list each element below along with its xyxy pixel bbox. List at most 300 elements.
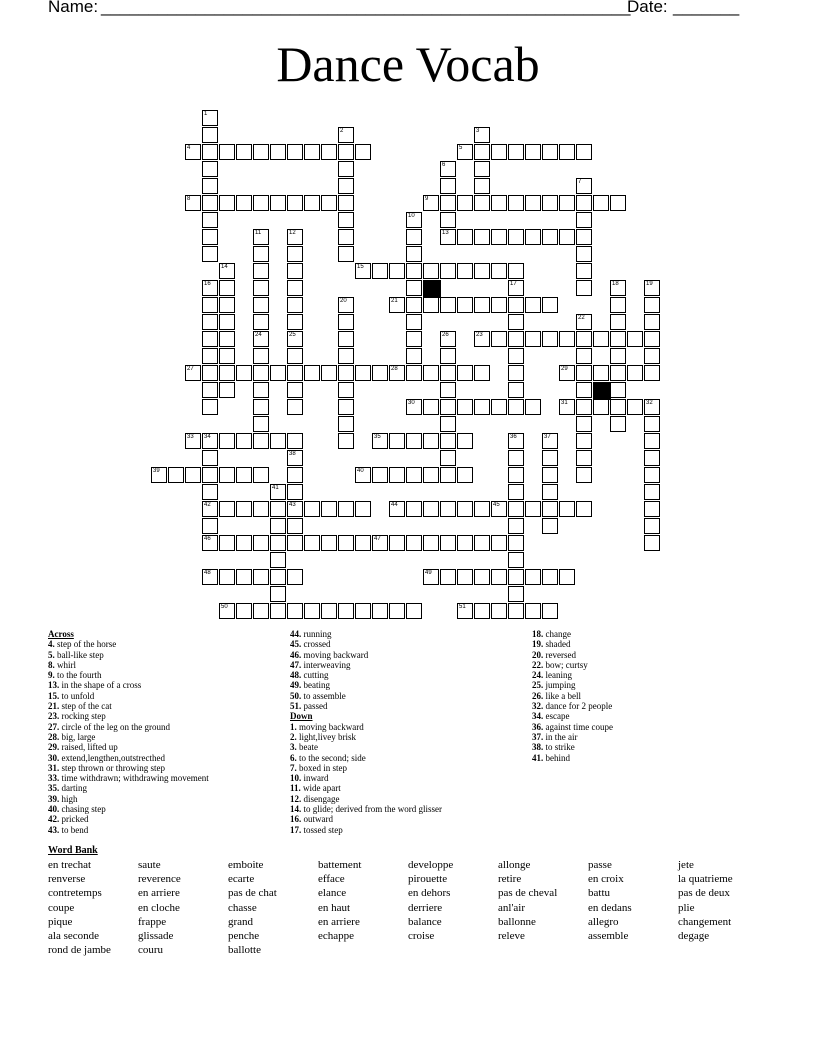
crossword-cell[interactable] xyxy=(338,178,354,194)
crossword-cell[interactable] xyxy=(559,195,575,211)
crossword-cell[interactable] xyxy=(236,144,252,160)
crossword-cell[interactable] xyxy=(440,161,456,177)
crossword-cell[interactable] xyxy=(525,297,541,313)
crossword-cell[interactable] xyxy=(474,501,490,517)
crossword-cell[interactable] xyxy=(508,195,524,211)
crossword-cell[interactable] xyxy=(440,195,456,211)
crossword-cell[interactable] xyxy=(338,144,354,160)
crossword-cell[interactable] xyxy=(287,535,303,551)
crossword-cell[interactable] xyxy=(457,144,473,160)
crossword-cell[interactable] xyxy=(406,399,422,415)
crossword-cell[interactable] xyxy=(219,195,235,211)
crossword-cell[interactable] xyxy=(406,365,422,381)
crossword-cell[interactable] xyxy=(576,263,592,279)
crossword-cell[interactable] xyxy=(372,603,388,619)
crossword-cell[interactable] xyxy=(202,331,218,347)
crossword-cell[interactable] xyxy=(576,144,592,160)
crossword-cell[interactable] xyxy=(406,603,422,619)
crossword-cell[interactable] xyxy=(525,195,541,211)
crossword-cell[interactable] xyxy=(321,365,337,381)
crossword-cell[interactable] xyxy=(372,467,388,483)
crossword-cell[interactable] xyxy=(338,212,354,228)
crossword-cell[interactable] xyxy=(270,518,286,534)
crossword-cell[interactable] xyxy=(321,535,337,551)
crossword-cell[interactable] xyxy=(287,365,303,381)
crossword-cell[interactable] xyxy=(508,382,524,398)
crossword-cell[interactable] xyxy=(474,195,490,211)
crossword-cell[interactable] xyxy=(576,229,592,245)
crossword-cell[interactable] xyxy=(610,195,626,211)
crossword-cell[interactable] xyxy=(491,144,507,160)
crossword-cell[interactable] xyxy=(253,365,269,381)
crossword-cell[interactable] xyxy=(253,144,269,160)
crossword-cell[interactable] xyxy=(253,569,269,585)
crossword-cell[interactable] xyxy=(304,365,320,381)
crossword-cell[interactable] xyxy=(440,331,456,347)
crossword-cell[interactable] xyxy=(270,365,286,381)
crossword-cell[interactable] xyxy=(202,501,218,517)
crossword-cell[interactable] xyxy=(559,569,575,585)
crossword-cell[interactable] xyxy=(185,195,201,211)
crossword-cell[interactable] xyxy=(202,518,218,534)
crossword-cell[interactable] xyxy=(287,467,303,483)
crossword-cell[interactable] xyxy=(627,365,643,381)
crossword-cell[interactable] xyxy=(508,399,524,415)
crossword-cell[interactable] xyxy=(253,331,269,347)
crossword-cell[interactable] xyxy=(593,331,609,347)
crossword-cell[interactable] xyxy=(457,195,473,211)
crossword-cell[interactable] xyxy=(457,263,473,279)
crossword-cell[interactable] xyxy=(219,144,235,160)
crossword-cell[interactable] xyxy=(440,569,456,585)
crossword-cell[interactable] xyxy=(338,297,354,313)
crossword-cell[interactable] xyxy=(508,229,524,245)
crossword-cell[interactable] xyxy=(270,433,286,449)
crossword-cell[interactable] xyxy=(576,416,592,432)
crossword-cell[interactable] xyxy=(576,195,592,211)
crossword-cell[interactable] xyxy=(576,365,592,381)
crossword-cell[interactable] xyxy=(644,518,660,534)
crossword-cell[interactable] xyxy=(644,501,660,517)
crossword-cell[interactable] xyxy=(406,297,422,313)
crossword-cell[interactable] xyxy=(338,161,354,177)
crossword-cell[interactable] xyxy=(423,501,439,517)
crossword-cell[interactable] xyxy=(423,263,439,279)
crossword-cell[interactable] xyxy=(525,331,541,347)
crossword-cell[interactable] xyxy=(219,280,235,296)
crossword-cell[interactable] xyxy=(457,467,473,483)
crossword-cell[interactable] xyxy=(338,501,354,517)
crossword-cell[interactable] xyxy=(508,603,524,619)
crossword-cell[interactable] xyxy=(576,314,592,330)
crossword-cell[interactable] xyxy=(440,365,456,381)
crossword-cell[interactable] xyxy=(202,348,218,364)
crossword-cell[interactable] xyxy=(508,365,524,381)
crossword-cell[interactable] xyxy=(389,365,405,381)
crossword-cell[interactable] xyxy=(491,263,507,279)
crossword-cell[interactable] xyxy=(440,433,456,449)
crossword-cell[interactable] xyxy=(287,195,303,211)
crossword-cell[interactable] xyxy=(644,535,660,551)
crossword-cell[interactable] xyxy=(202,450,218,466)
crossword-cell[interactable] xyxy=(491,331,507,347)
crossword-cell[interactable] xyxy=(440,297,456,313)
crossword-cell[interactable] xyxy=(253,416,269,432)
crossword-cell[interactable] xyxy=(508,501,524,517)
crossword-cell[interactable] xyxy=(440,467,456,483)
crossword-cell[interactable] xyxy=(491,501,507,517)
crossword-cell[interactable] xyxy=(474,569,490,585)
crossword-cell[interactable] xyxy=(287,263,303,279)
crossword-cell[interactable] xyxy=(202,297,218,313)
crossword-cell[interactable] xyxy=(576,246,592,262)
crossword-cell[interactable] xyxy=(576,399,592,415)
crossword-cell[interactable] xyxy=(559,229,575,245)
crossword-cell[interactable] xyxy=(253,348,269,364)
crossword-cell[interactable] xyxy=(253,433,269,449)
crossword-cell[interactable] xyxy=(168,467,184,483)
name-field[interactable]: ________________________________________________________ xyxy=(101,0,631,16)
crossword-cell[interactable] xyxy=(202,246,218,262)
crossword-cell[interactable] xyxy=(542,569,558,585)
crossword-cell[interactable] xyxy=(202,433,218,449)
crossword-cell[interactable] xyxy=(440,535,456,551)
crossword-cell[interactable] xyxy=(202,212,218,228)
crossword-cell[interactable] xyxy=(372,263,388,279)
crossword-cell[interactable] xyxy=(440,229,456,245)
crossword-cell[interactable] xyxy=(202,382,218,398)
crossword-cell[interactable] xyxy=(287,484,303,500)
crossword-cell[interactable] xyxy=(457,365,473,381)
crossword-cell[interactable] xyxy=(593,399,609,415)
crossword-cell[interactable] xyxy=(304,195,320,211)
crossword-cell[interactable] xyxy=(440,263,456,279)
crossword-cell[interactable] xyxy=(236,535,252,551)
crossword-cell[interactable] xyxy=(321,195,337,211)
crossword-cell[interactable] xyxy=(508,331,524,347)
crossword-cell[interactable] xyxy=(508,348,524,364)
crossword-cell[interactable] xyxy=(304,144,320,160)
crossword-cell[interactable] xyxy=(389,433,405,449)
crossword-cell[interactable] xyxy=(406,280,422,296)
crossword-cell[interactable] xyxy=(423,569,439,585)
crossword-cell[interactable] xyxy=(644,399,660,415)
crossword-cell[interactable] xyxy=(576,450,592,466)
crossword-cell[interactable] xyxy=(474,229,490,245)
crossword-cell[interactable] xyxy=(525,144,541,160)
crossword-cell[interactable] xyxy=(559,144,575,160)
crossword-cell[interactable] xyxy=(287,501,303,517)
crossword-cell[interactable] xyxy=(270,484,286,500)
crossword-cell[interactable] xyxy=(542,603,558,619)
crossword-cell[interactable] xyxy=(644,331,660,347)
crossword-cell[interactable] xyxy=(508,144,524,160)
crossword-cell[interactable] xyxy=(202,127,218,143)
crossword-cell[interactable] xyxy=(525,501,541,517)
crossword-cell[interactable] xyxy=(644,314,660,330)
crossword-cell[interactable] xyxy=(559,365,575,381)
crossword-cell[interactable] xyxy=(406,433,422,449)
crossword-cell[interactable] xyxy=(253,382,269,398)
crossword-cell[interactable] xyxy=(253,603,269,619)
crossword-cell[interactable] xyxy=(423,297,439,313)
crossword-cell[interactable] xyxy=(491,603,507,619)
crossword-cell[interactable] xyxy=(576,331,592,347)
crossword-cell[interactable] xyxy=(304,603,320,619)
crossword-cell[interactable] xyxy=(457,433,473,449)
crossword-cell[interactable] xyxy=(525,603,541,619)
crossword-cell[interactable] xyxy=(508,433,524,449)
crossword-cell[interactable] xyxy=(474,399,490,415)
crossword-cell[interactable] xyxy=(236,195,252,211)
crossword-cell[interactable] xyxy=(338,127,354,143)
crossword-cell[interactable] xyxy=(610,348,626,364)
crossword-cell[interactable] xyxy=(185,365,201,381)
crossword-cell[interactable] xyxy=(576,382,592,398)
crossword-cell[interactable] xyxy=(440,501,456,517)
crossword-cell[interactable] xyxy=(236,501,252,517)
crossword-cell[interactable] xyxy=(202,467,218,483)
crossword-cell[interactable] xyxy=(219,382,235,398)
crossword-cell[interactable] xyxy=(457,569,473,585)
crossword-cell[interactable] xyxy=(406,467,422,483)
crossword-cell[interactable] xyxy=(406,246,422,262)
crossword-cell[interactable] xyxy=(270,586,286,602)
crossword-cell[interactable] xyxy=(406,535,422,551)
crossword-cell[interactable] xyxy=(372,535,388,551)
crossword-cell[interactable] xyxy=(508,484,524,500)
crossword-cell[interactable] xyxy=(406,229,422,245)
crossword-cell[interactable] xyxy=(219,348,235,364)
crossword-cell[interactable] xyxy=(508,450,524,466)
crossword-cell[interactable] xyxy=(389,263,405,279)
crossword-cell[interactable] xyxy=(525,399,541,415)
crossword-cell[interactable] xyxy=(355,144,371,160)
crossword-cell[interactable] xyxy=(559,501,575,517)
crossword-cell[interactable] xyxy=(610,297,626,313)
crossword-cell[interactable] xyxy=(270,144,286,160)
crossword-cell[interactable] xyxy=(389,501,405,517)
crossword-cell[interactable] xyxy=(287,246,303,262)
crossword-cell[interactable] xyxy=(542,518,558,534)
crossword-cell[interactable] xyxy=(219,331,235,347)
crossword-cell[interactable] xyxy=(593,365,609,381)
crossword-cell[interactable] xyxy=(185,144,201,160)
crossword-cell[interactable] xyxy=(406,331,422,347)
crossword-cell[interactable] xyxy=(304,501,320,517)
crossword-cell[interactable] xyxy=(576,501,592,517)
crossword-cell[interactable] xyxy=(508,518,524,534)
crossword-cell[interactable] xyxy=(491,229,507,245)
crossword-cell[interactable] xyxy=(253,280,269,296)
crossword-cell[interactable] xyxy=(525,229,541,245)
crossword-cell[interactable] xyxy=(270,603,286,619)
crossword-cell[interactable] xyxy=(287,399,303,415)
crossword-cell[interactable] xyxy=(593,195,609,211)
crossword-cell[interactable] xyxy=(406,212,422,228)
crossword-cell[interactable] xyxy=(253,399,269,415)
crossword-cell[interactable] xyxy=(491,535,507,551)
crossword-cell[interactable] xyxy=(270,569,286,585)
crossword-cell[interactable] xyxy=(202,178,218,194)
crossword-cell[interactable] xyxy=(236,365,252,381)
crossword-cell[interactable] xyxy=(440,450,456,466)
crossword-cell[interactable] xyxy=(542,450,558,466)
crossword-cell[interactable] xyxy=(440,382,456,398)
crossword-cell[interactable] xyxy=(423,467,439,483)
crossword-cell[interactable] xyxy=(355,501,371,517)
crossword-cell[interactable] xyxy=(202,399,218,415)
crossword-cell[interactable] xyxy=(287,297,303,313)
crossword-cell[interactable] xyxy=(338,195,354,211)
crossword-cell[interactable] xyxy=(236,603,252,619)
crossword-cell[interactable] xyxy=(508,552,524,568)
crossword-cell[interactable] xyxy=(219,433,235,449)
crossword-cell[interactable] xyxy=(542,467,558,483)
crossword-cell[interactable] xyxy=(559,331,575,347)
crossword-cell[interactable] xyxy=(253,535,269,551)
crossword-cell[interactable] xyxy=(338,229,354,245)
crossword-cell[interactable] xyxy=(287,518,303,534)
crossword-cell[interactable] xyxy=(253,467,269,483)
crossword-cell[interactable] xyxy=(270,535,286,551)
crossword-cell[interactable] xyxy=(644,450,660,466)
crossword-cell[interactable] xyxy=(440,416,456,432)
crossword-cell[interactable] xyxy=(202,144,218,160)
crossword-cell[interactable] xyxy=(610,365,626,381)
crossword-cell[interactable] xyxy=(253,246,269,262)
crossword-cell[interactable] xyxy=(576,433,592,449)
crossword-cell[interactable] xyxy=(304,535,320,551)
crossword-cell[interactable] xyxy=(287,331,303,347)
crossword-cell[interactable] xyxy=(440,399,456,415)
crossword-cell[interactable] xyxy=(474,297,490,313)
crossword-cell[interactable] xyxy=(321,501,337,517)
crossword-cell[interactable] xyxy=(219,467,235,483)
crossword-cell[interactable] xyxy=(508,535,524,551)
crossword-cell[interactable] xyxy=(202,314,218,330)
crossword-cell[interactable] xyxy=(525,569,541,585)
crossword-cell[interactable] xyxy=(542,484,558,500)
crossword-cell[interactable] xyxy=(236,433,252,449)
crossword-cell[interactable] xyxy=(576,467,592,483)
crossword-cell[interactable] xyxy=(338,603,354,619)
crossword-cell[interactable] xyxy=(406,314,422,330)
crossword-cell[interactable] xyxy=(627,331,643,347)
crossword-cell[interactable] xyxy=(474,535,490,551)
crossword-cell[interactable] xyxy=(423,399,439,415)
crossword-cell[interactable] xyxy=(321,603,337,619)
crossword-cell[interactable] xyxy=(542,144,558,160)
date-field[interactable]: _______ xyxy=(673,0,740,16)
crossword-cell[interactable] xyxy=(287,280,303,296)
crossword-cell[interactable] xyxy=(474,331,490,347)
crossword-cell[interactable] xyxy=(576,212,592,228)
crossword-cell[interactable] xyxy=(406,348,422,364)
crossword-cell[interactable] xyxy=(202,365,218,381)
crossword-cell[interactable] xyxy=(559,399,575,415)
crossword-cell[interactable] xyxy=(457,603,473,619)
crossword-cell[interactable] xyxy=(202,280,218,296)
crossword-cell[interactable] xyxy=(202,110,218,126)
crossword-cell[interactable] xyxy=(576,348,592,364)
crossword-cell[interactable] xyxy=(474,144,490,160)
crossword-cell[interactable] xyxy=(389,603,405,619)
crossword-cell[interactable] xyxy=(644,348,660,364)
crossword-cell[interactable] xyxy=(287,450,303,466)
crossword-cell[interactable] xyxy=(440,178,456,194)
crossword-cell[interactable] xyxy=(576,280,592,296)
crossword-cell[interactable] xyxy=(287,433,303,449)
crossword-cell[interactable] xyxy=(202,484,218,500)
crossword-cell[interactable] xyxy=(287,314,303,330)
crossword-cell[interactable] xyxy=(610,331,626,347)
crossword-cell[interactable] xyxy=(287,144,303,160)
crossword-cell[interactable] xyxy=(474,603,490,619)
crossword-cell[interactable] xyxy=(423,195,439,211)
crossword-cell[interactable] xyxy=(610,416,626,432)
crossword-cell[interactable] xyxy=(440,212,456,228)
crossword-cell[interactable] xyxy=(542,501,558,517)
crossword-cell[interactable] xyxy=(338,314,354,330)
crossword-cell[interactable] xyxy=(321,144,337,160)
crossword-cell[interactable] xyxy=(287,569,303,585)
crossword-cell[interactable] xyxy=(253,229,269,245)
crossword-cell[interactable] xyxy=(644,297,660,313)
crossword-cell[interactable] xyxy=(508,263,524,279)
crossword-cell[interactable] xyxy=(355,365,371,381)
crossword-cell[interactable] xyxy=(508,314,524,330)
crossword-cell[interactable] xyxy=(542,331,558,347)
crossword-cell[interactable] xyxy=(423,433,439,449)
crossword-cell[interactable] xyxy=(508,467,524,483)
crossword-cell[interactable] xyxy=(287,348,303,364)
crossword-cell[interactable] xyxy=(457,399,473,415)
crossword-cell[interactable] xyxy=(338,416,354,432)
crossword-cell[interactable] xyxy=(644,433,660,449)
crossword-cell[interactable] xyxy=(389,467,405,483)
crossword-cell[interactable] xyxy=(491,569,507,585)
crossword-cell[interactable] xyxy=(372,433,388,449)
crossword-cell[interactable] xyxy=(542,297,558,313)
crossword-cell[interactable] xyxy=(202,535,218,551)
crossword-cell[interactable] xyxy=(423,365,439,381)
crossword-cell[interactable] xyxy=(219,501,235,517)
crossword-cell[interactable] xyxy=(355,467,371,483)
crossword-cell[interactable] xyxy=(219,263,235,279)
crossword-cell[interactable] xyxy=(627,399,643,415)
crossword-cell[interactable] xyxy=(610,382,626,398)
crossword-cell[interactable] xyxy=(542,195,558,211)
crossword-cell[interactable] xyxy=(219,314,235,330)
crossword-cell[interactable] xyxy=(185,467,201,483)
crossword-cell[interactable] xyxy=(644,467,660,483)
crossword-cell[interactable] xyxy=(457,229,473,245)
crossword-cell[interactable] xyxy=(508,569,524,585)
crossword-cell[interactable] xyxy=(491,195,507,211)
crossword-cell[interactable] xyxy=(338,348,354,364)
crossword-cell[interactable] xyxy=(287,603,303,619)
crossword-cell[interactable] xyxy=(236,569,252,585)
crossword-cell[interactable] xyxy=(253,501,269,517)
crossword-cell[interactable] xyxy=(355,263,371,279)
crossword-cell[interactable] xyxy=(372,365,388,381)
crossword-cell[interactable] xyxy=(202,161,218,177)
crossword-cell[interactable] xyxy=(610,280,626,296)
crossword-cell[interactable] xyxy=(474,365,490,381)
crossword-cell[interactable] xyxy=(253,314,269,330)
crossword-cell[interactable] xyxy=(338,331,354,347)
